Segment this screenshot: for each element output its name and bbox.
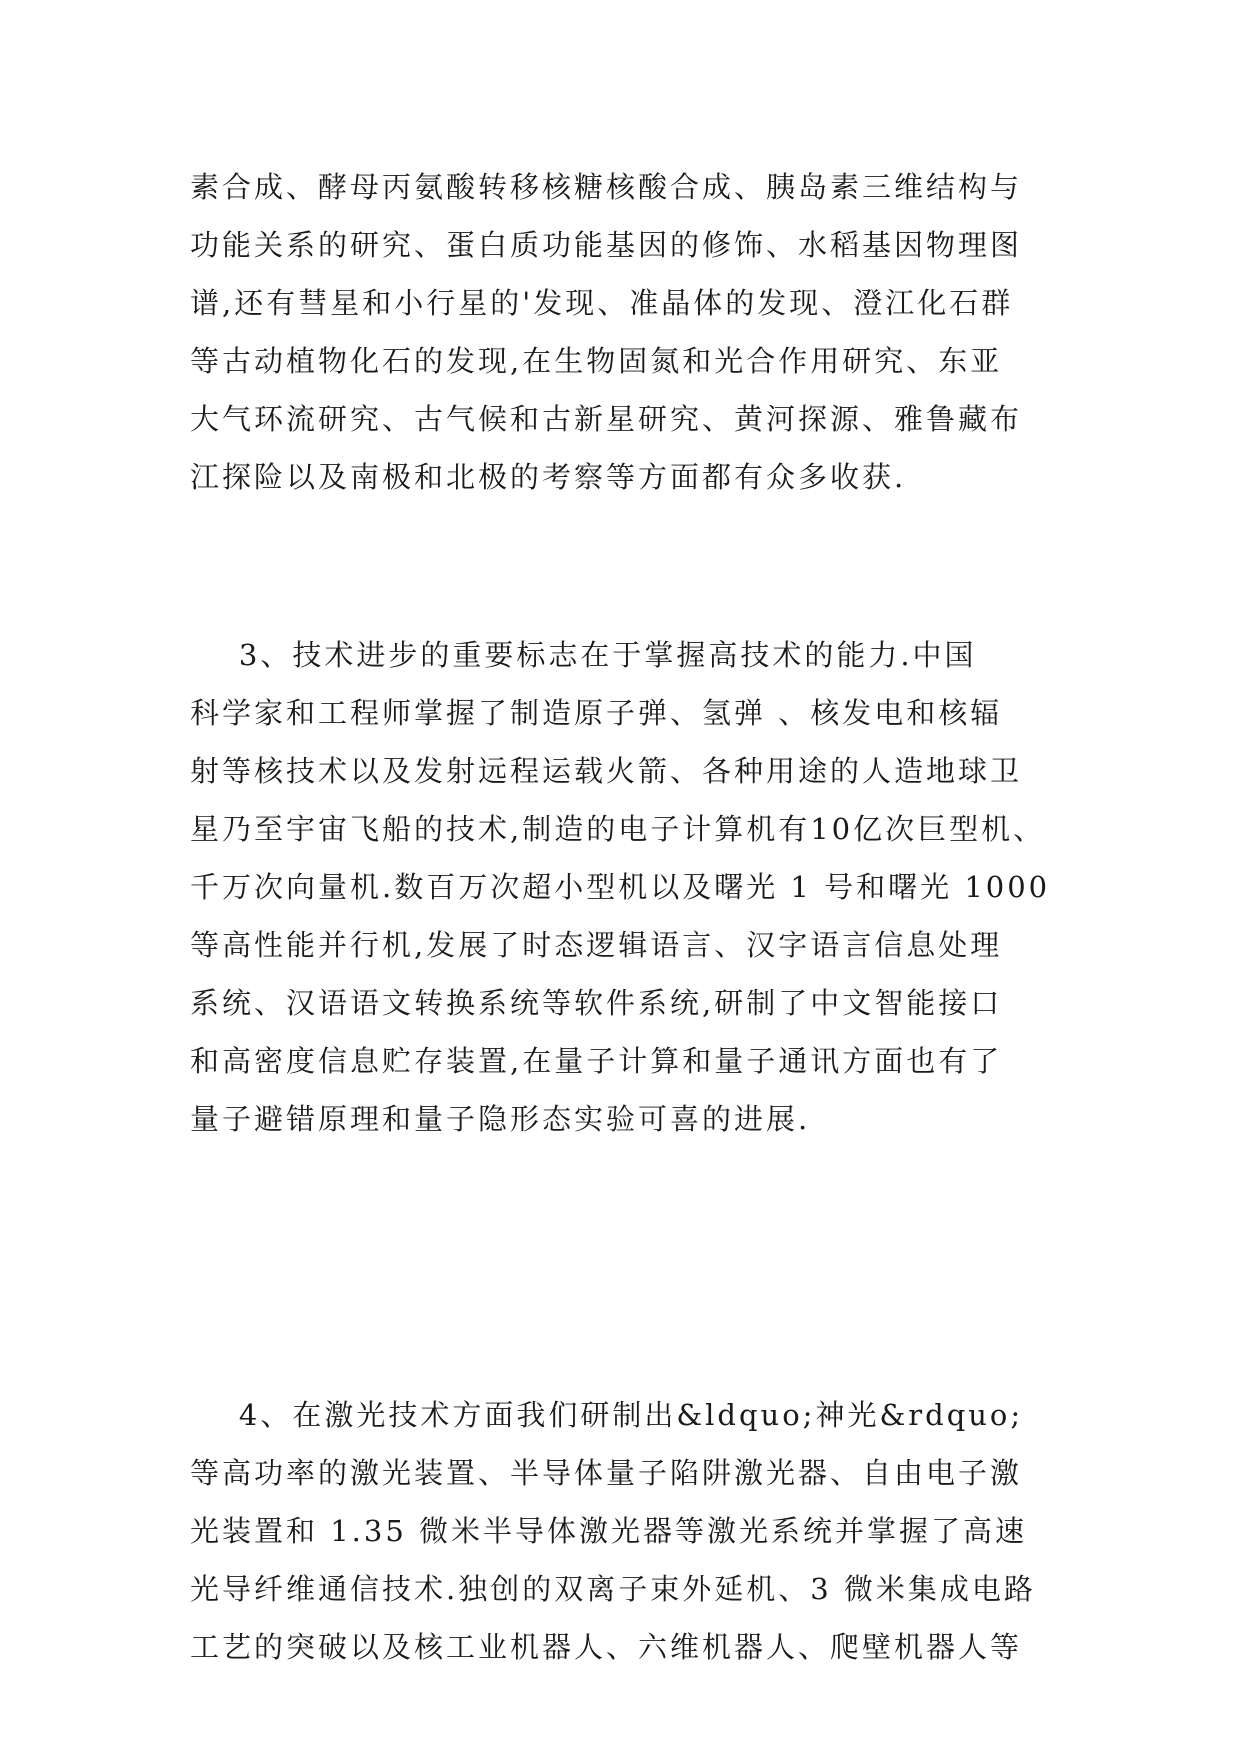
text-line: 等高功率的激光装置、半导体量子陷阱激光器、自由电子激 xyxy=(190,1456,1023,1490)
text-line: 4、在激光技术方面我们研制出&ldquo;神光&rdquo; xyxy=(190,1398,1024,1432)
text-line: 和高密度信息贮存装置,在量子计算和量子通讯方面也有了 xyxy=(190,1044,1003,1078)
text-line: 功能关系的研究、蛋白质功能基因的修饰、水稻基因物理图 xyxy=(190,228,1023,262)
paragraph xyxy=(190,158,1060,506)
text-line: 江探险以及南极和北极的考察等方面都有众多收获. xyxy=(190,460,907,494)
text-line: 量子避错原理和量子隐形态实验可喜的进展. xyxy=(190,1102,811,1136)
text-line: 工艺的突破以及核工业机器人、六维机器人、爬壁机器人等 xyxy=(190,1630,1023,1664)
text-line: 射等核技术以及发射远程运载火箭、各种用途的人造地球卫 xyxy=(190,754,1023,788)
text-line: 3、技术进步的重要标志在于掌握高技术的能力.中国 xyxy=(190,638,977,672)
text-line: 等古动植物化石的发现,在生物固氮和光合作用研究、东亚 xyxy=(190,344,1003,378)
text-line: 大气环流研究、古气候和古新星研究、黄河探源、雅鲁藏布 xyxy=(190,402,1023,436)
text-line: 系统、汉语语文转换系统等软件系统,研制了中文智能接口 xyxy=(190,986,1003,1020)
text-line: 千万次向量机.数百万次超小型机以及曙光 1 号和曙光 1000 xyxy=(190,870,1051,904)
text-line: 谱,还有彗星和小行星的'发现、准晶体的发现、澄江化石群 xyxy=(190,286,1014,320)
paragraph xyxy=(190,1386,1060,1676)
text-line: 星乃至宇宙飞船的技术,制造的电子计算机有10亿次巨型机、 xyxy=(190,812,1046,846)
paragraph xyxy=(190,626,1060,1148)
text-line: 科学家和工程师掌握了制造原子弹、氢弹 、核发电和核辐 xyxy=(190,696,1003,730)
text-line: 光导纤维通信技术.独创的双离子束外延机、3 微米集成电路 xyxy=(190,1572,1036,1606)
text-line: 素合成、酵母丙氨酸转移核糖核酸合成、胰岛素三维结构与 xyxy=(190,170,1023,204)
text-line: 光装置和 1.35 微米半导体激光器等激光系统并掌握了高速 xyxy=(190,1514,1028,1548)
text-line: 等高性能并行机,发展了时态逻辑语言、汉字语言信息处理 xyxy=(190,928,1003,962)
